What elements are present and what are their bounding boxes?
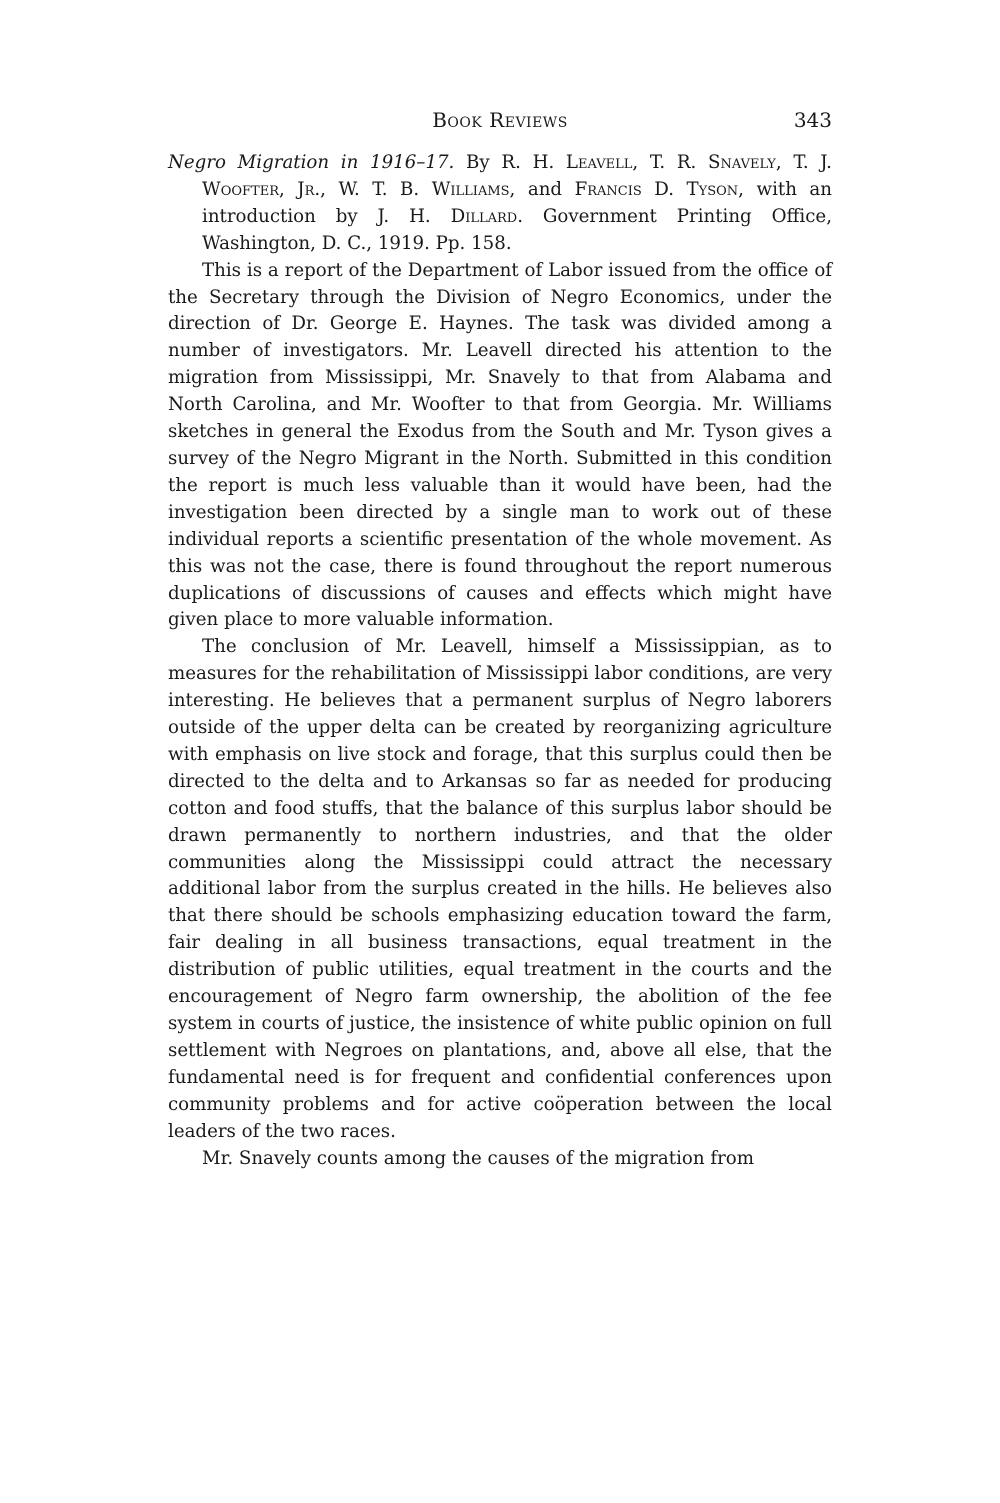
work-title: Negro Migration in 1916–17. <box>168 152 455 173</box>
author-woofter: T. J. Woofter, Jr., <box>202 152 832 200</box>
intro-text: with an introduction by J. H. <box>202 178 832 227</box>
author-snavely: T. R. Snavely, <box>649 152 782 173</box>
author-leavell: R. H. Leavell, <box>501 152 639 173</box>
page-number: 343 <box>793 108 832 132</box>
paragraph-snavely-causes: Mr. Snavely counts among the causes of the migration from <box>202 1147 754 1169</box>
author-williams: W. T. B. Williams, <box>338 178 516 200</box>
running-header <box>168 108 832 138</box>
intro-author: Dillard. <box>450 205 523 227</box>
publisher-info: Government Printing Office, Washington, D. C., 1919. Pp. 158. <box>202 205 832 254</box>
book-page <box>168 108 832 1172</box>
paragraph-leavell-conclusion: The conclusion of Mr. Leavell, himself a Mississippian, as to measures for the rehabilitation of Mississippi labor conditions, are very interesting. He believes that a permanent surplus of Negro laborers outside of the upper delta can be created by reorganizing agriculture with emphasis on live stock and forage, that this surplus could then be directed to the delta and to Arkansas so far as needed for producing cotton and food stuffs, that the balance of this surplus labor should be drawn permanently to northern industries, and that the older communities along the Mississippi could attract the necessary additional labor from the surplus created in the hills. He believes also that there should be schools emphasizing education toward the farm, fair dealing in all business transactions, equal treatment in the distribution of public utilities, equal treatment in the courts and the encouragement of Negro farm ownership, the abolition of the fee system in courts of justice, the insistence of white public opinion on full settlement with Negroes on plantations, and, above all else, that the fundamental need is for frequent and confidential conferences upon community problems and for active coöperation between the local leaders of the two races. <box>168 636 832 1142</box>
author-tyson: Francis D. Tyson, <box>574 178 744 200</box>
review-citation <box>168 150 832 258</box>
paragraph-report-overview: This is a report of the Department of Labor issued from the office of the Secretary through the Division of Negro Economics, under the direction of Dr. George E. Haynes. The task was divided among a number of investigators. Mr. Leavell directed his attention to the migration from Mississippi, Mr. Snavely to that from Alabama and North Carolina, and Mr. Woofter to that from Georgia. Mr. Williams sketches in general the Exodus from the South and Mr. Tyson gives a survey of the Negro Migrant in the North. Submitted in this condition the report is much less valuable than it would have been, had the investigation been directed by a single man to work out of these individual reports a scientific presentation of the whole movement. As this was not the case, there is found throughout the report numerous duplications of discussions of causes and effects which might have given place to more valuable information. <box>168 259 832 631</box>
and-word: and <box>527 178 563 200</box>
running-title: Book Reviews <box>432 108 568 132</box>
by-word: By <box>466 152 490 173</box>
